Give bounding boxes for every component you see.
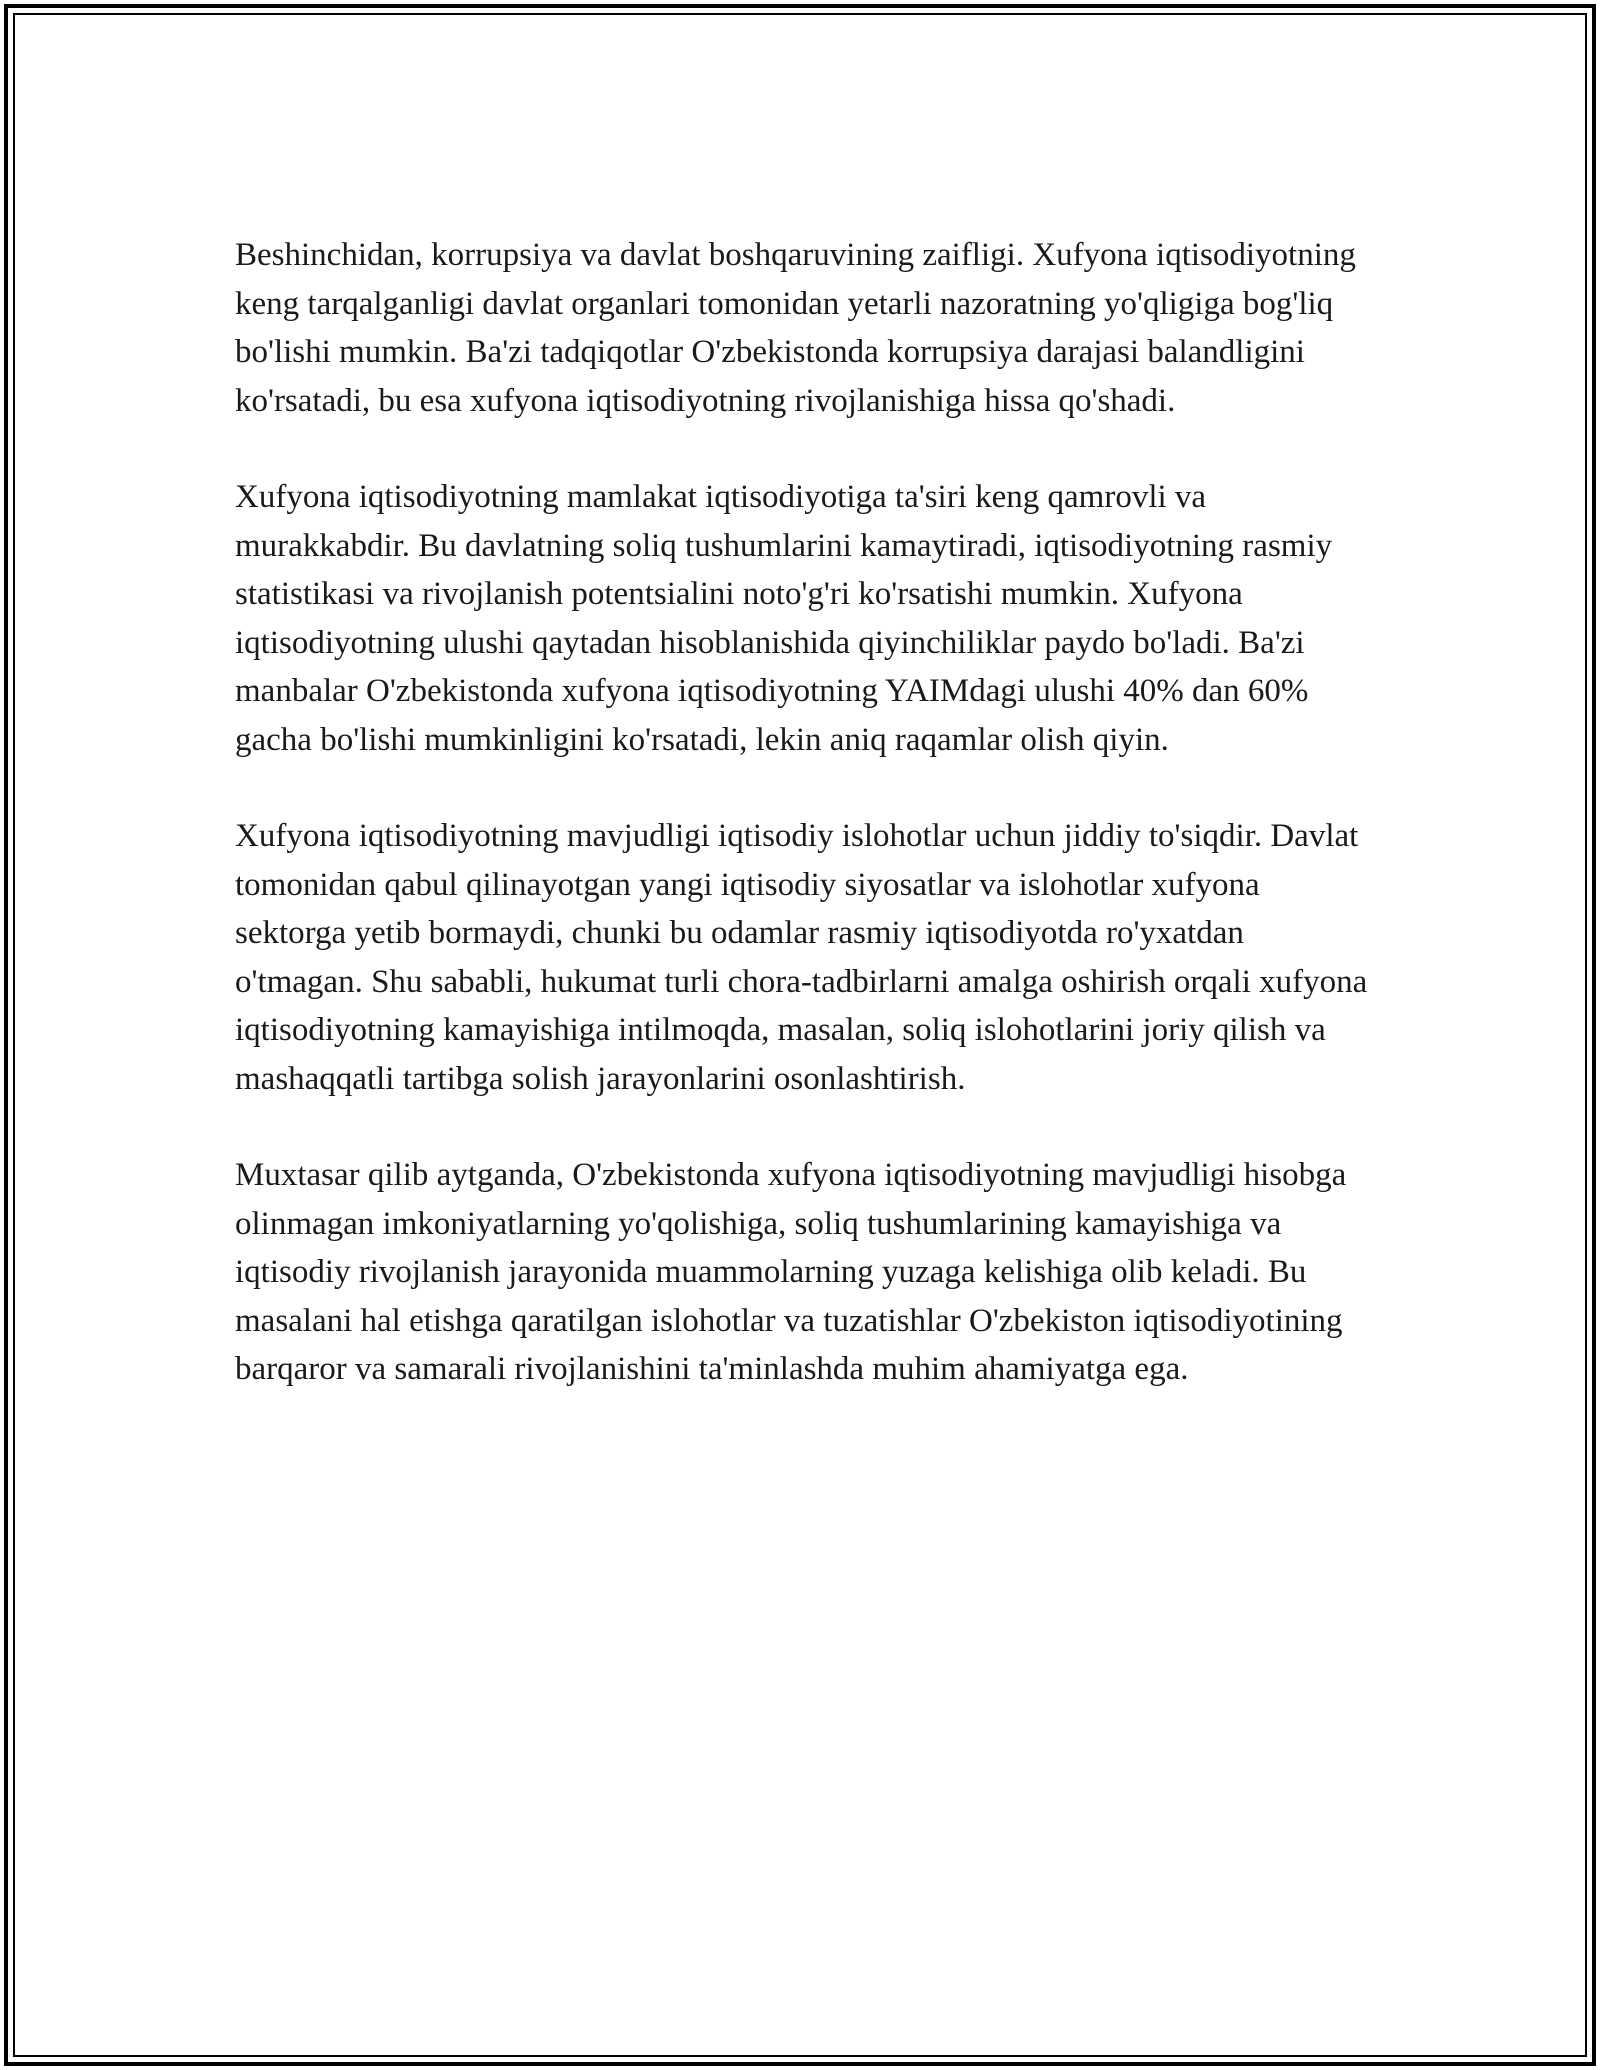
paragraph-reform-obstacle: Xufyona iqtisodiyotning mavjudligi iqtisodiy islohotlar uchun jiddiy to'siqdir. Davlat tomonidan qabul qilinayotgan yangi iqtisodiy siyosatlar va islohotlar xufyona sektorga yetib bormaydi, chunki bu odamlar rasmiy iqtisodiyotda ro'yxatdan o'tmagan. Shu sababli, hukumat turli chora-tadbirlarni amalga oshirish orqali xufyona iqtisodiyotning kamayishiga intilmoqda, masalan, soliq islohotlarini joriy qilish va mashaqqatli tartibga solish jarayonlarini osonlashtirish. (235, 818, 1368, 1097)
paragraph-economic-impact: Xufyona iqtisodiyotning mamlakat iqtisodiyotiga ta'siri keng qamrovli va murakkabdir. Bu davlatning soliq tushumlarini kamaytiradi, iqtisodiyotning rasmiy statistikasi va rivojlanish potentsialini noto'g'ri ko'rsatishi mumkin. Xufyona iqtisodiyotning ulushi qaytadan hisoblanishida qiyinchiliklar paydo bo'ladi. Ba'zi manbalar O'zbekistonda xufyona iqtisodiyotning YAIMdagi ulushi 40% dan 60% gacha bo'lishi mumkinligini ko'rsatadi, lekin aniq raqamlar olish qiyin. (235, 479, 1333, 758)
paragraph-corruption: Beshinchidan, korrupsiya va davlat boshqaruvining zaifligi. Xufyona iqtisodiyotning keng tarqalganligi davlat organlari tomonidan yetarli nazoratning yo'qligiga bog'liq bo'lishi mumkin. Ba'zi tadqiqotlar O'zbekistonda korrupsiya darajasi balandligini ko'rsatadi, bu esa xufyona iqtisodiyotning rivojlanishiga hissa qo'shadi. (235, 237, 1356, 419)
document-body (235, 231, 1375, 1442)
paragraph-conclusion: Muxtasar qilib aytganda, O'zbekistonda xufyona iqtisodiyotning mavjudligi hisobga olinmagan imkoniyatlarning yo'qolishiga, soliq tushumlarining kamayishiga va iqtisodiy rivojlanish jarayonida muammolarning yuzaga kelishiga olib keladi. Bu masalani hal etishga qaratilgan islohotlar va tuzatishlar O'zbekiston iqtisodiyotining barqaror va samarali rivojlanishini ta'minlashda muhim ahamiyatga ega. (235, 1157, 1347, 1387)
